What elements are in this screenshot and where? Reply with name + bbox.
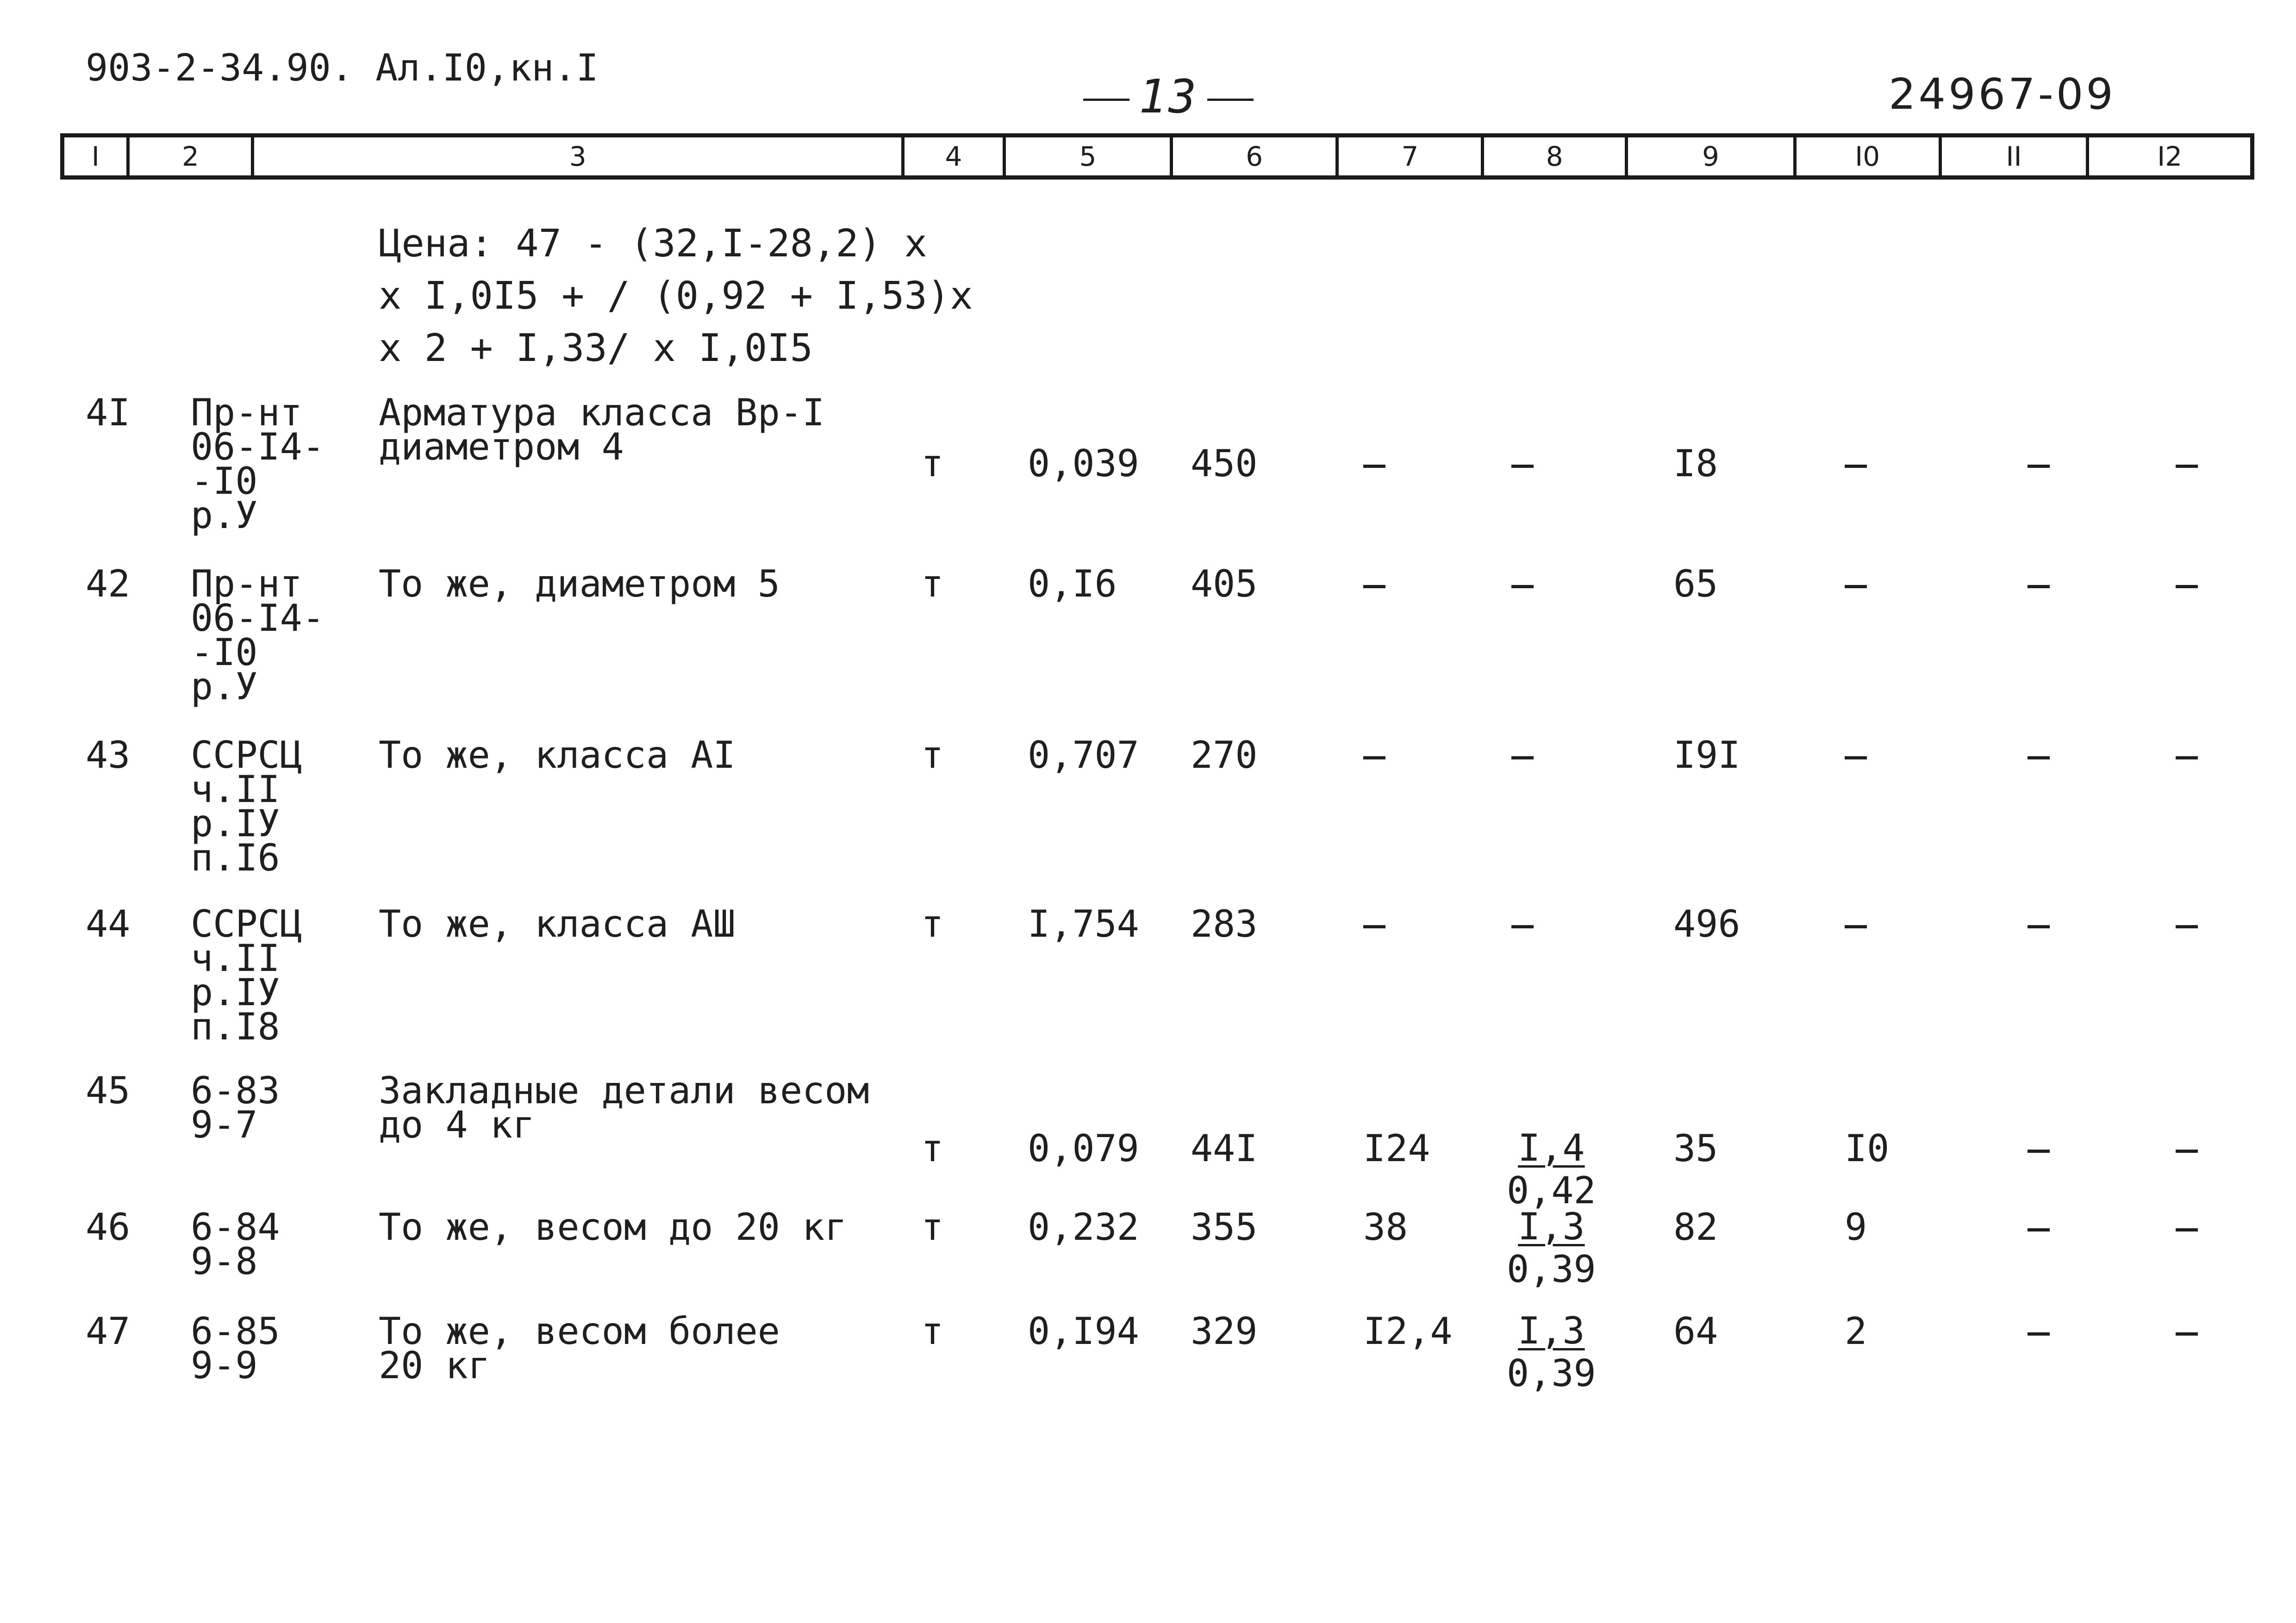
row-number: 44: [86, 902, 131, 945]
row-col9: 496: [1673, 902, 1741, 945]
row-description: 20 кг: [379, 1344, 490, 1387]
row-code: п.I8: [191, 1005, 280, 1048]
row-col12: [2176, 567, 2198, 601]
row-description: Закладные детали весом: [379, 1069, 869, 1112]
dash-mark: [2176, 1150, 2198, 1153]
row-unit: т: [921, 1127, 944, 1170]
page-number-value: 13: [1139, 69, 1198, 124]
column-header-9: 9: [1628, 137, 1797, 175]
row-description: Арматура класса Вр-I: [379, 391, 825, 434]
row-col11: [2028, 447, 2050, 481]
row-code: 06-I4-: [191, 597, 324, 640]
dash-mark: [1845, 925, 1867, 928]
dash-mark: [1363, 925, 1385, 928]
row-unit: т: [921, 902, 944, 945]
column-header-3: 3: [254, 137, 905, 175]
document-code: 903-2-34.90. Ал.I0,кн.I: [86, 46, 599, 89]
row-col8: [1511, 447, 1534, 481]
column-header-7: 7: [1339, 137, 1484, 175]
row-description: до 4 кг: [379, 1103, 535, 1146]
row-description: То же, весом более: [379, 1310, 780, 1353]
row-price: 405: [1191, 562, 1258, 605]
row-number: 42: [86, 562, 131, 605]
dash-mark: [1363, 465, 1385, 468]
row-col11: [2028, 567, 2050, 601]
row-col10: [1845, 738, 1867, 772]
row-number: 4I: [86, 391, 131, 434]
row-unit: т: [921, 734, 944, 777]
row-code: 9-7: [191, 1103, 258, 1146]
formula-line: Цена: 47 - (32,I-28,2) x: [379, 222, 927, 266]
row-number: 47: [86, 1310, 131, 1353]
row-code: -I0: [191, 460, 258, 503]
row-col12: [2176, 1132, 2198, 1166]
dash-mark: [2176, 465, 2198, 468]
fraction-denominator: 0,39: [1507, 1352, 1596, 1395]
row-price: 355: [1191, 1206, 1258, 1249]
column-header-12: I2: [2157, 141, 2183, 172]
row-quantity: 0,I94: [1028, 1310, 1139, 1353]
row-col9: I9I: [1673, 734, 1741, 777]
fraction-denominator: 0,42: [1507, 1169, 1596, 1212]
row-col7: [1363, 907, 1385, 941]
row-col8-fraction: [1507, 1310, 1596, 1395]
fraction-numerator: I,3: [1518, 1309, 1585, 1352]
dash-mark: [1511, 585, 1534, 588]
row-unit: т: [921, 562, 944, 605]
row-col7: I2,4: [1363, 1310, 1453, 1353]
row-unit: т: [921, 1206, 944, 1249]
row-code: п.I6: [191, 836, 280, 879]
row-col10: I0: [1845, 1127, 1890, 1170]
row-number: 45: [86, 1069, 131, 1112]
row-code: Пр-нт: [191, 391, 302, 434]
row-col12: [2176, 447, 2198, 481]
row-number: 43: [86, 734, 131, 777]
dash-mark: [1363, 756, 1385, 759]
row-quantity: 0,079: [1028, 1127, 1139, 1170]
row-col11: [2028, 1132, 2050, 1166]
column-header-11: II: [1942, 137, 2090, 175]
dash-mark: [2028, 1332, 2050, 1336]
row-price: 283: [1191, 902, 1258, 945]
row-code: 6-84: [191, 1206, 280, 1249]
column-header-6: 6: [1173, 137, 1339, 175]
row-description: диаметром 4: [379, 425, 624, 468]
fraction-numerator: I,4: [1518, 1126, 1585, 1169]
row-code: ч.II: [191, 937, 280, 980]
row-col7: I24: [1363, 1127, 1430, 1170]
dash-mark: [2028, 585, 2050, 588]
dash-mark: [1845, 756, 1867, 759]
row-col9: 65: [1673, 562, 1718, 605]
row-col9: I8: [1673, 442, 1718, 485]
row-col12: [2176, 1210, 2198, 1244]
row-col8: [1511, 567, 1534, 601]
dash-mark: [2028, 1150, 2050, 1153]
row-price: 44I: [1191, 1127, 1258, 1170]
row-col11: [2028, 1210, 2050, 1244]
row-col12: [2176, 907, 2198, 941]
dash-mark: [2028, 756, 2050, 759]
column-header-row: [60, 133, 2254, 180]
row-unit: т: [921, 442, 944, 485]
row-code: ССРСЦ: [191, 734, 302, 777]
dash-mark: [2028, 465, 2050, 468]
column-header-2: 2: [130, 137, 254, 175]
row-quantity: I,754: [1028, 902, 1139, 945]
formula-line: x 2 + I,33/ x I,0I5: [379, 326, 813, 370]
row-col8: [1511, 907, 1534, 941]
row-col10: [1845, 447, 1867, 481]
row-quantity: 0,I6: [1028, 562, 1117, 605]
dash-mark: [2176, 1228, 2198, 1231]
row-col11: [2028, 1314, 2050, 1349]
row-unit: т: [921, 1310, 944, 1353]
row-quantity: 0,232: [1028, 1206, 1139, 1249]
row-col11: [2028, 738, 2050, 772]
row-code: р.IУ: [191, 971, 280, 1014]
price-formula: [379, 218, 973, 374]
row-description: То же, диаметром 5: [379, 562, 780, 605]
row-col7: [1363, 567, 1385, 601]
row-col10: 9: [1845, 1206, 1867, 1249]
row-code: Пр-нт: [191, 562, 302, 605]
registration-number: 24967-09: [1889, 69, 2116, 119]
page-number: [1074, 69, 1263, 124]
column-header-1: I: [64, 137, 130, 175]
dash-mark: [1845, 465, 1867, 468]
row-price: 450: [1191, 442, 1258, 485]
column-header-4: 4: [905, 137, 1006, 175]
row-code: ч.II: [191, 768, 280, 811]
row-price: 329: [1191, 1310, 1258, 1353]
dash-mark: [1511, 756, 1534, 759]
row-col8: [1511, 738, 1534, 772]
row-code: р.IУ: [191, 802, 280, 845]
dash-mark: [1363, 585, 1385, 588]
column-header-5: 5: [1006, 137, 1173, 175]
row-col10: 2: [1845, 1310, 1867, 1353]
row-quantity: 0,039: [1028, 442, 1139, 485]
row-col9: 35: [1673, 1127, 1718, 1170]
dash-left: [1083, 99, 1129, 101]
row-col8-fraction: [1507, 1206, 1596, 1291]
row-col10: [1845, 907, 1867, 941]
row-col9: 82: [1673, 1206, 1718, 1249]
row-col12: [2176, 738, 2198, 772]
row-code: 06-I4-: [191, 425, 324, 468]
row-description: То же, класса АШ: [379, 902, 736, 945]
row-code: 6-85: [191, 1310, 280, 1353]
row-code: 9-9: [191, 1344, 258, 1387]
column-header-10: I0: [1797, 137, 1942, 175]
row-col7: [1363, 738, 1385, 772]
fraction-denominator: 0,39: [1507, 1248, 1596, 1291]
row-quantity: 0,707: [1028, 734, 1139, 777]
row-col10: [1845, 567, 1867, 601]
row-code: 6-83: [191, 1069, 280, 1112]
dash-mark: [2028, 1228, 2050, 1231]
row-description: То же, класса АI: [379, 734, 736, 777]
row-col12: [2176, 1314, 2198, 1349]
dash-mark: [1511, 925, 1534, 928]
row-col7: 38: [1363, 1206, 1408, 1249]
row-price: 270: [1191, 734, 1258, 777]
row-code: р.У: [191, 665, 258, 708]
dash-mark: [2176, 756, 2198, 759]
dash-mark: [1511, 465, 1534, 468]
row-col8-fraction: [1507, 1127, 1596, 1212]
row-code: ССРСЦ: [191, 902, 302, 945]
row-code: р.У: [191, 494, 258, 537]
dash-right: [1207, 99, 1254, 101]
column-header-8: 8: [1484, 137, 1628, 175]
row-code: 9-8: [191, 1240, 258, 1283]
formula-line: x I,0I5 + / (0,92 + I,53)x: [379, 274, 973, 318]
row-col7: [1363, 447, 1385, 481]
row-col11: [2028, 907, 2050, 941]
fraction-numerator: I,3: [1518, 1205, 1585, 1248]
dash-mark: [2176, 925, 2198, 928]
dash-mark: [2176, 585, 2198, 588]
dash-mark: [2028, 925, 2050, 928]
dash-mark: [1845, 585, 1867, 588]
row-code: -I0: [191, 631, 258, 674]
row-col9: 64: [1673, 1310, 1718, 1353]
row-description: То же, весом до 20 кг: [379, 1206, 847, 1249]
dash-mark: [2176, 1332, 2198, 1336]
row-number: 46: [86, 1206, 131, 1249]
